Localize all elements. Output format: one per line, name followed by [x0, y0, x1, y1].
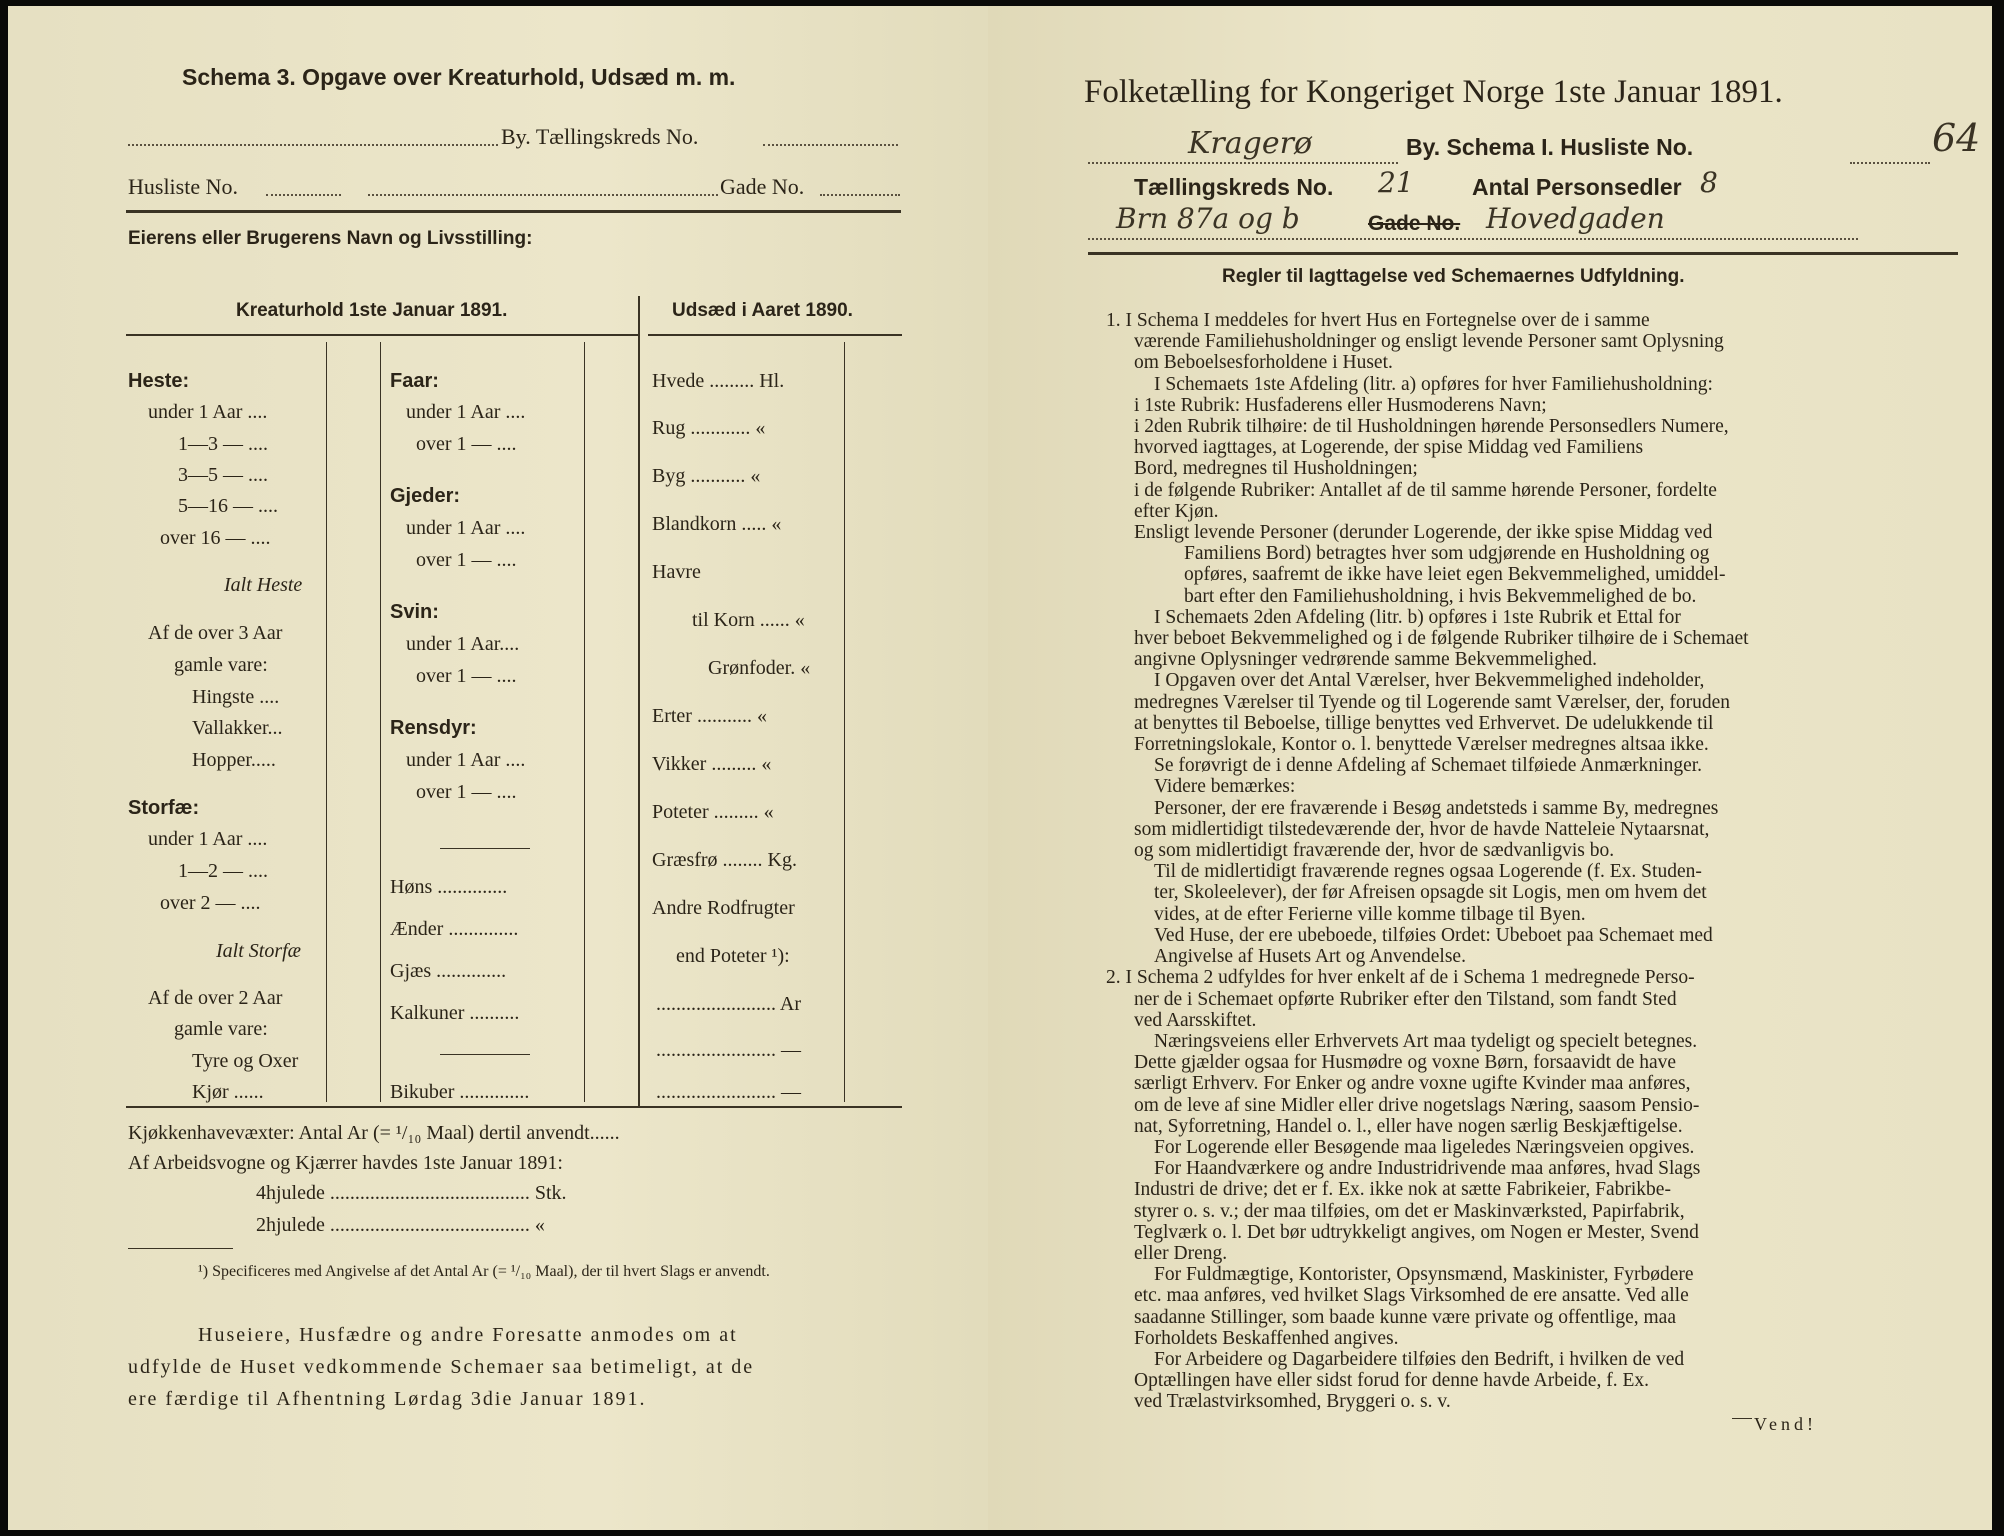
- husliste-blank: [1850, 162, 1930, 164]
- rule-line: ved Trælastvirksomhed, Bryggeri o. s. v.: [1134, 1391, 1451, 1413]
- rule-line: For Haandværkere og andre Industridrivende maa anføres, hvad Slags: [1154, 1158, 1701, 1180]
- rule-line: I Opgaven over det Antal Værelser, hver Bekvemmelighed indeholder,: [1154, 670, 1705, 692]
- rule-line: styrer o. s. v.; der maa tilføies, om det er Maskinværksted, Papirfabrik,: [1134, 1200, 1685, 1222]
- storfae-sub: Tyre og Oxer: [192, 1050, 299, 1072]
- regler-title: Regler til Iagttagelse ved Schemaernes Udfyldning.: [1222, 266, 1685, 287]
- col1-divider: [380, 342, 381, 1102]
- header-rule: [126, 210, 901, 213]
- ender-row: Ænder ..............: [390, 918, 519, 940]
- ar-row: ........................ —: [656, 1081, 801, 1103]
- eier-label: Eierens eller Brugerens Navn og Livsstilling:: [128, 228, 533, 249]
- notice-line: Huseiere, Husfædre og andre Foresatte anmodes om at: [198, 1324, 738, 1346]
- rules-text: [1094, 310, 1944, 1413]
- rule-line: Dette gjælder ogsaa for Husmødre og voxne Børn, forsaavidt de have: [1134, 1052, 1677, 1074]
- storfae-row: under 1 Aar ....: [148, 828, 268, 850]
- udsaed-header-rule: [648, 334, 902, 336]
- rule-line: etc. maa anføres, ved hvilket Slags Virksomhed de ere ansatte. Ved alle: [1134, 1285, 1689, 1307]
- table-divider: [638, 296, 640, 1106]
- rule-line: Industri de drive; det er f. Ex. ikke nok at sætte Fabrikeier, Fabrikbe-: [1134, 1179, 1671, 1201]
- rule-line: værende Familiehusholdninger og ensligt levende Personer samt Oplysning: [1134, 331, 1724, 353]
- rule-line: Videre bemærkes:: [1154, 776, 1296, 798]
- rule-line: 2. I Schema 2 udfyldes for hver enkelt af de i Schema 1 medregnede Perso-: [1106, 967, 1695, 989]
- rule-line: 1. I Schema I meddeles for hvert Hus en Fortegnelse over de i samme: [1106, 310, 1650, 331]
- rodfrugter-row: end Poteter ¹):: [676, 945, 790, 967]
- rule-line: at benyttes til Beboelse, tillige benyttes ved Erhvervet. De udelukkende til: [1134, 712, 1714, 734]
- gade-blank: [368, 194, 718, 196]
- storfae-sub: Af de over 2 Aar: [148, 987, 283, 1009]
- ar-row: ........................ —: [656, 1039, 801, 1061]
- rule-line: For Logerende eller Besøgende maa ligeledes Næringsveien opgives.: [1154, 1136, 1695, 1158]
- rule-line: opføres, saafremt de ikke have leiet egen Bekvemmelighed, umiddel-: [1184, 564, 1726, 586]
- gronfoder-row: Grønfoder. «: [708, 657, 811, 679]
- gjeder-row: over 1 — ....: [416, 549, 517, 571]
- rule-line: Bord, medregnes til Husholdningen;: [1134, 458, 1418, 480]
- rule-line: Næringsveiens eller Erhvervets Art maa tydeligt og specielt betegnes.: [1154, 1030, 1698, 1052]
- header-rule: [1088, 252, 1958, 255]
- svin-row: over 1 — ....: [416, 665, 517, 687]
- heste-sub: Vallakker...: [192, 717, 283, 739]
- kreatur-header-rule: [126, 334, 638, 336]
- kreds-label: Tællingskreds No.: [1134, 174, 1334, 200]
- schema1-by-line: By. Schema I. Husliste No.: [1406, 134, 1694, 160]
- storfae-row: 1—2 — ....: [178, 860, 268, 882]
- rule-line: hver beboet Bekvemmelighed og i de følgende Rubriker tilhøire de i Schemaet: [1134, 628, 1749, 650]
- gade-handwritten-right: Hovedgaden: [1486, 202, 1665, 235]
- gade-label: Gade No.: [720, 174, 805, 199]
- heste-row: 3—5 — ....: [178, 464, 268, 486]
- kalkuner-row: Kalkuner ..........: [390, 1002, 520, 1024]
- heste-row: 1—3 — ....: [178, 433, 268, 455]
- gjeder-row: under 1 Aar ....: [406, 517, 526, 539]
- rule-line: om de leve af sine Midler eller drive nogetslags Næring, saasom Pensio-: [1134, 1094, 1700, 1116]
- heste-sub: Hingste ....: [192, 686, 280, 708]
- antal-handwritten: 8: [1700, 166, 1718, 199]
- ar-row: ........................ Ar: [656, 993, 801, 1015]
- kreaturhold-header: Kreaturhold 1ste Januar 1891.: [236, 300, 508, 321]
- vikker-row: Vikker ......... «: [652, 753, 772, 775]
- rensdyr-label: Rensdyr:: [390, 717, 477, 739]
- arbeidsvogne-line: Af Arbeidsvogne og Kjærrer havdes 1ste Januar 1891:: [128, 1152, 563, 1174]
- rule-line: medregnes Værelser til Tyende og til Logerende samt Værelser, der, foruden: [1134, 691, 1730, 713]
- col3-value-line: [844, 342, 845, 1102]
- gade-no-blank: [820, 194, 900, 196]
- rule-line: vides, at de efter Ferierne ville komme tilbage til Byen.: [1154, 903, 1586, 925]
- hvede-row: Hvede ......... Hl.: [652, 370, 785, 392]
- rule-line: Ved Huse, der ere ubeboede, tilføies Ordet: Ubeboet paa Schemaet med: [1154, 924, 1713, 946]
- rule-line: om Beboelsesforholdene i Huset.: [1134, 352, 1393, 374]
- rule-line: ner de i Schemaet opførte Rubriker efter den Tilstand, som fandt Sted: [1134, 988, 1677, 1010]
- graesfro-row: Græsfrø ........ Kg.: [652, 849, 797, 871]
- heste-row: under 1 Aar ....: [148, 401, 268, 423]
- rule-line: Personer, der ere fraværende i Besøg andetsteds i samme By, medregnes: [1154, 797, 1719, 819]
- kreds-blank: [763, 144, 898, 146]
- hjulede4-line: 4hjulede ........................................ Stk.: [256, 1182, 567, 1204]
- gjeder-label: Gjeder:: [390, 485, 461, 507]
- storfae-sub: gamle vare:: [174, 1018, 268, 1040]
- gade-handwritten-left: Brn 87a og b: [1116, 202, 1300, 235]
- erter-row: Erter ........... «: [652, 705, 767, 727]
- table-bottom-rule: [126, 1106, 902, 1108]
- rule-line: Optællingen have eller sidst forud for denne havde Arbeide, f. Ex.: [1134, 1370, 1649, 1392]
- ialt-heste: Ialt Heste: [224, 574, 303, 596]
- husliste-label: Husliste No.: [128, 174, 238, 199]
- rensdyr-row: over 1 — ....: [416, 781, 517, 803]
- rule-line: ved Aarsskiftet.: [1134, 1009, 1257, 1031]
- notice-line: ere færdige til Afhentning Lørdag 3die Januar 1891.: [128, 1388, 647, 1410]
- bikuber-row: Bikuber ..............: [390, 1081, 530, 1103]
- right-page-schema-1: [988, 6, 1992, 1530]
- rule-line: I Schemaets 1ste Afdeling (litr. a) opføres for hver Familiehusholdning:: [1154, 373, 1713, 395]
- byg-row: Byg ........... «: [652, 465, 761, 487]
- heste-sub: gamle vare:: [174, 654, 268, 676]
- rule-line: Ensligt levende Personer (derunder Logerende, der ikke spise Middag ved: [1134, 522, 1713, 544]
- schema3-title: Schema 3. Opgave over Kreaturhold, Udsæd m. m.: [182, 64, 736, 90]
- rule-line: Forretningslokale, Kontor o. l. benyttede Værelser medregnes altsaa ikke.: [1134, 734, 1709, 756]
- rule-line: I Schemaets 2den Afdeling (litr. b) opføres i 1ste Rubrik et Ettal for: [1154, 606, 1681, 628]
- by-blank: [128, 144, 498, 146]
- footnote: ¹) Specificeres med Angivelse af det Antal Ar (= ¹/₁₀ Maal), der til hvert Slags er anvendt.: [198, 1263, 770, 1280]
- rule-line: Teglværk o. l. Det bør udtrykkeligt angives, om Nogen er Mester, Svend: [1134, 1221, 1699, 1243]
- heste-sub: Hopper.....: [192, 749, 276, 771]
- rule-line: Forholdets Beskaffenhed angives.: [1134, 1327, 1399, 1349]
- col2-value-line: [584, 342, 585, 1102]
- ialt-storfae: Ialt Storfæ: [216, 940, 302, 962]
- col1-value-line: [326, 342, 327, 1102]
- rule-line: som midlertidigt tilstedeværende der, hvor de havde Natteleie Nytaarsnat,: [1134, 818, 1710, 840]
- gjaes-row: Gjæs ..............: [390, 960, 507, 982]
- faar-row: under 1 Aar ....: [406, 401, 526, 423]
- antal-label: Antal Personsedler: [1472, 174, 1682, 200]
- faar-label: Faar:: [390, 370, 439, 392]
- rule-line: i 2den Rubrik tilhøire: de til Husholdningen hørende Personsedlers Numere,: [1134, 416, 1729, 438]
- rule-line: Se forøvrigt de i denne Afdeling af Schemaet tilføiede Anmærkninger.: [1154, 755, 1703, 777]
- census-title: Folketælling for Kongeriget Norge 1ste Januar 1891.: [1084, 74, 1783, 110]
- rule-line: saadanne Stillinger, som baade kunne være private og offentlige, maa: [1134, 1306, 1676, 1328]
- rule-line: særligt Erhverv. For Enker og andre voxne ugifte Kvinder maa anføres,: [1134, 1073, 1691, 1095]
- rule-line: ter, Skoleelever), der før Afreisen opsagde sit Logis, men om hvem det: [1154, 882, 1707, 904]
- by-kreds-label: By. Tællingskreds No.: [501, 124, 699, 149]
- svin-label: Svin:: [390, 601, 439, 623]
- gade-label: Gade No.: [1368, 212, 1461, 235]
- short-rule: [440, 848, 530, 849]
- left-page-schema-3: [8, 6, 988, 1530]
- heste-label: Heste:: [128, 370, 190, 392]
- storfae-label: Storfæ:: [128, 797, 200, 819]
- rodfrugter-row: Andre Rodfrugter: [652, 897, 795, 919]
- rule-line: i 1ste Rubrik: Husfaderens eller Husmoderens Navn;: [1134, 394, 1547, 416]
- husliste-blank: [266, 194, 341, 196]
- havre-row: Havre: [652, 561, 701, 583]
- faar-row: over 1 — ....: [416, 433, 517, 455]
- notice-line: udfylde de Huset vedkommende Schemaer saa betimeligt, at de: [128, 1356, 755, 1378]
- svin-row: under 1 Aar....: [406, 633, 520, 655]
- by-blank: [1088, 162, 1398, 164]
- hjulede2-line: 2hjulede ........................................ «: [256, 1214, 545, 1236]
- rule-line: bart efter den Familiehusholdning, i hvis Bekvemmelighed de bo.: [1184, 585, 1697, 607]
- blandkorn-row: Blandkorn ..... «: [652, 513, 782, 535]
- hons-row: Høns ..............: [390, 876, 508, 898]
- rule-line: For Fuldmægtige, Kontorister, Opsynsmænd, Maskinister, Fyrbødere: [1154, 1264, 1694, 1286]
- rule-line: eller Dreng.: [1134, 1242, 1228, 1264]
- rule-line: For Arbeidere og Dagarbeidere tilføies den Bedrift, i hvilken de ved: [1154, 1348, 1685, 1370]
- rule-line: angivne Oplysninger vedrørende samme Bekvemmelighed.: [1134, 649, 1597, 671]
- footnote-rule: [128, 1248, 233, 1249]
- heste-sub: Af de over 3 Aar: [148, 622, 283, 644]
- rule-line: og som midlertidigt fraværende der, hvor de sædvanligvis bo.: [1134, 840, 1615, 862]
- heste-row: 5—16 — ....: [178, 495, 278, 517]
- vend-label: Vend!: [1754, 1414, 1817, 1434]
- by-handwritten: Kragerø: [1188, 126, 1312, 161]
- storfae-sub: Kjør ......: [192, 1081, 264, 1103]
- udsaed-header: Udsæd i Aaret 1890.: [672, 300, 853, 321]
- rule-line: hvorved iagttages, at Logerende, der spise Middag ved Familiens: [1134, 437, 1644, 459]
- rule-line: efter Kjøn.: [1134, 500, 1219, 522]
- kreds-handwritten: 21: [1378, 166, 1414, 199]
- rule-line: nat, Syforretning, Handel o. l., eller have nogen særlig Beskjæftigelse.: [1134, 1115, 1683, 1137]
- havre-korn-row: til Korn ...... «: [692, 609, 805, 631]
- gade-blank: [1088, 238, 1858, 240]
- rug-row: Rug ............ «: [652, 417, 766, 439]
- rule-line: Til de midlertidigt fraværende regnes ogsaa Logerende (f. Ex. Studen-: [1154, 861, 1702, 883]
- rule-line: i de følgende Rubriker: Antallet af de til samme hørende Personer, fordelte: [1134, 479, 1717, 501]
- vend-rule: [1732, 1418, 1752, 1419]
- storfae-row: over 2 — ....: [160, 892, 261, 914]
- rule-line: Familiens Bord) betragtes hver som udgjørende en Husholdning og: [1184, 543, 1710, 565]
- poteter-row: Poteter ......... «: [652, 801, 774, 823]
- husliste-handwritten: 64: [1932, 116, 1981, 160]
- kjokkenhave-line: Kjøkkenhavevæxter: Antal Ar (= ¹/₁₀ Maal) dertil anvendt......: [128, 1122, 620, 1144]
- heste-row: over 16 — ....: [160, 527, 271, 549]
- rensdyr-row: under 1 Aar ....: [406, 749, 526, 771]
- short-rule: [440, 1054, 530, 1055]
- rule-line: Angivelse af Husets Art og Anvendelse.: [1154, 946, 1466, 968]
